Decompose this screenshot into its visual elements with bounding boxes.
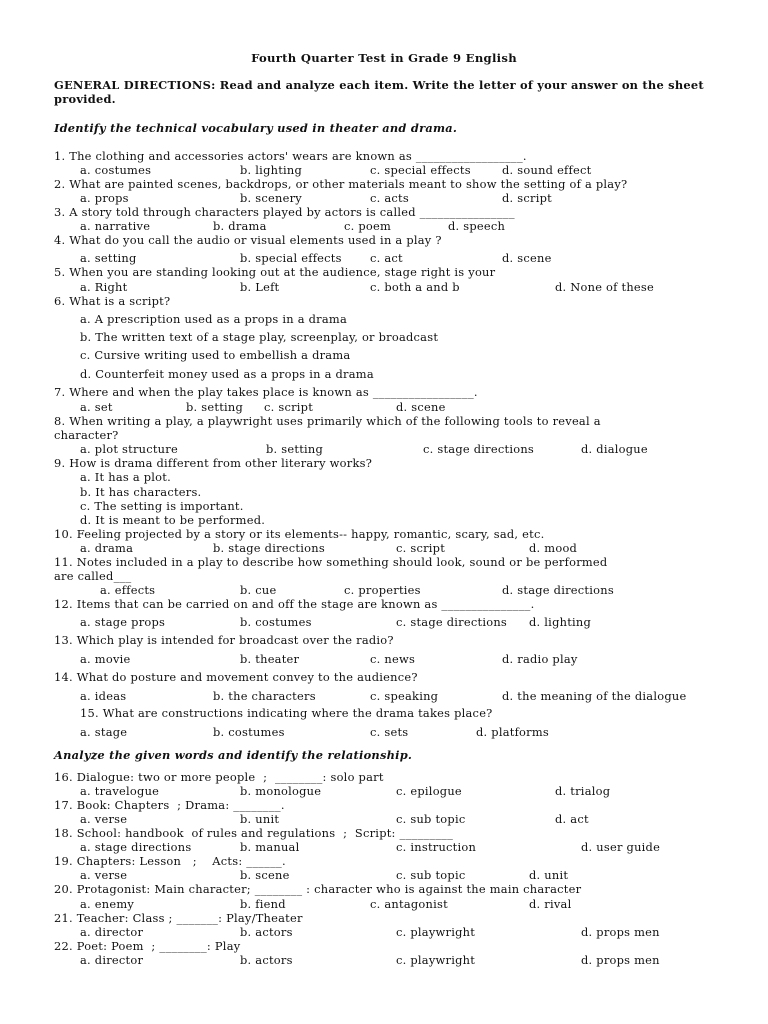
question-text: 10. Feeling projected by a story or its elements-- happy, romantic, scary, sad, etc. [54,527,545,541]
answer-option: c. act [370,251,403,265]
answer-option: d. unit [529,868,569,882]
answer-option: c. sub topic [396,868,466,882]
page-title: Fourth Quarter Test in Grade 9 English [251,51,517,65]
answer-option: b. manual [240,840,300,854]
answer-option: a. enemy [80,897,135,911]
section-heading-vocabulary: Identify the technical vocabulary used in theater and drama. [54,121,458,135]
answer-option: c. both a and b [370,280,460,294]
question-text: 21. Teacher: Class ; _______: Play/Theater [54,911,303,925]
general-directions: GENERAL DIRECTIONS: Read and analyze each item. Write the letter of your answer on the sheet provided. [54,78,704,106]
answer-option: a. setting [80,251,137,265]
answer-option: c. script [264,400,314,414]
answer-option: b. costumes [240,615,312,629]
answer-option: d. mood [529,541,578,555]
question-text: 7. Where and when the play takes place is known as _________________. [54,385,478,399]
answer-option: c. poem [344,219,392,233]
question-text: 2. What are painted scenes, backdrops, or other materials meant to show the setting of a play? [54,177,628,191]
answer-option: c. special effects [370,163,471,177]
answer-option: c. sub topic [396,812,466,826]
answer-option: a. director [80,925,144,939]
section-heading-relationship: Analyze the given words and identify the relationship. [54,748,413,762]
answer-option: a. movie [80,652,131,666]
answer-option: b. Left [240,280,280,294]
answer-option: b. drama [213,219,267,233]
answer-option: a. stage [80,725,128,739]
question-text: 17. Book: Chapters ; Drama: ________. [54,798,285,812]
question-text: 13. Which play is intended for broadcast over the radio? [54,633,394,647]
answer-option: c. stage directions [423,442,534,456]
question-text: 3. A story told through characters played by actors is called ________________ [54,205,515,219]
answer-option: b. scene [240,868,290,882]
answer-option: b. theater [240,652,300,666]
answer-option: d. sound effect [502,163,592,177]
question-text: 18. School: handbook of rules and regulations ; Script: _________ [54,826,454,840]
answer-option: b. monologue [240,784,322,798]
answer-option: a. A prescription used as a props in a drama [80,312,347,326]
answer-option: b. the characters [213,689,316,703]
answer-option: a. costumes [80,163,152,177]
answer-option: d. platforms [476,725,550,739]
question-text: 8. When writing a play, a playwright uses primarily which of the following tools to reveal a [54,414,601,428]
question-text: 1. The clothing and accessories actors' wears are known as __________________. [54,149,527,163]
answer-option: a. props [80,191,129,205]
answer-option: c. epilogue [396,784,462,798]
answer-option: c. news [370,652,416,666]
answer-option: d. It is meant to be performed. [80,513,266,527]
question-text-continued: are called___ [54,569,132,583]
answer-option: d. user guide [581,840,661,854]
question-text: 19. Chapters: Lesson ; Acts: ______. [54,854,286,868]
question-text: 5. When you are standing looking out at the audience, stage right is your [54,265,496,279]
question-text: 22. Poet: Poem ; ________: Play [54,939,241,953]
answer-option: c. speaking [370,689,439,703]
answer-option: a. stage directions [80,840,192,854]
question-text-continued: character? [54,428,119,442]
answer-option: b. actors [240,953,293,967]
answer-option: c. properties [344,583,421,597]
answer-option: a. Right [80,280,128,294]
question-text: 6. What is a script? [54,294,171,308]
question-text: 16. Dialogue: two or more people ; ________: solo part [54,770,384,784]
answer-option: a. ideas [80,689,127,703]
answer-option: a. travelogue [80,784,160,798]
answer-option: c. instruction [396,840,477,854]
answer-option: d. props men [581,925,660,939]
answer-option: c. acts [370,191,409,205]
answer-option: b. actors [240,925,293,939]
answer-option: d. lighting [529,615,592,629]
answer-option: b. setting [186,400,244,414]
answer-option: d. Counterfeit money used as a props in a drama [80,367,374,381]
question-text: 20. Protagonist: Main character; ________ : character who is against the main character [54,882,582,896]
answer-option: b. special effects [240,251,342,265]
answer-option: a. verse [80,812,128,826]
answer-option: a. narrative [80,219,151,233]
answer-option: d. script [502,191,552,205]
answer-option: d. stage directions [502,583,614,597]
answer-option: c. The setting is important. [80,499,244,513]
answer-option: d. trialog [555,784,611,798]
answer-option: c. antagonist [370,897,448,911]
answer-option: d. speech [448,219,506,233]
answer-option: c. playwright [396,925,476,939]
answer-option: c. stage directions [396,615,507,629]
question-text: 12. Items that can be carried on and off the stage are known as _______________. [54,597,535,611]
answer-option: c. playwright [396,953,476,967]
answer-option: d. None of these [555,280,654,294]
answer-option: b. costumes [213,725,285,739]
answer-option: d. scene [502,251,552,265]
answer-option: c. script [396,541,446,555]
answer-option: b. setting [266,442,324,456]
answer-option: a. stage props [80,615,166,629]
answer-option: d. dialogue [581,442,648,456]
answer-option: b. unit [240,812,280,826]
answer-option: d. rival [529,897,572,911]
question-text: 14. What do posture and movement convey to the audience? [54,670,418,684]
answer-option: b. scenery [240,191,302,205]
answer-option: a. set [80,400,113,414]
answer-option: a. plot structure [80,442,178,456]
answer-option: c. Cursive writing used to embellish a drama [80,348,351,362]
question-text: 9. How is drama different from other literary works? [54,456,373,470]
question-text: 11. Notes included in a play to describe how something should look, sound or be performed [54,555,608,569]
answer-option: b. lighting [240,163,303,177]
answer-option: c. sets [370,725,409,739]
answer-option: d. act [555,812,589,826]
answer-option: a. director [80,953,144,967]
answer-option: d. scene [396,400,446,414]
answer-option: a. verse [80,868,128,882]
answer-option: d. the meaning of the dialogue [502,689,687,703]
answer-option: b. stage directions [213,541,325,555]
answer-option: b. cue [240,583,277,597]
answer-option: b. It has characters. [80,485,202,499]
answer-option: a. effects [100,583,156,597]
answer-option: d. props men [581,953,660,967]
answer-option: b. The written text of a stage play, screenplay, or broadcast [80,330,439,344]
question-text: 4. What do you call the audio or visual elements used in a play ? [54,233,442,247]
question-text: 15. What are constructions indicating where the drama takes place? [80,706,493,720]
answer-option: d. radio play [502,652,578,666]
answer-option: a. drama [80,541,134,555]
answer-option: a. It has a plot. [80,470,171,484]
answer-option: b. fiend [240,897,286,911]
